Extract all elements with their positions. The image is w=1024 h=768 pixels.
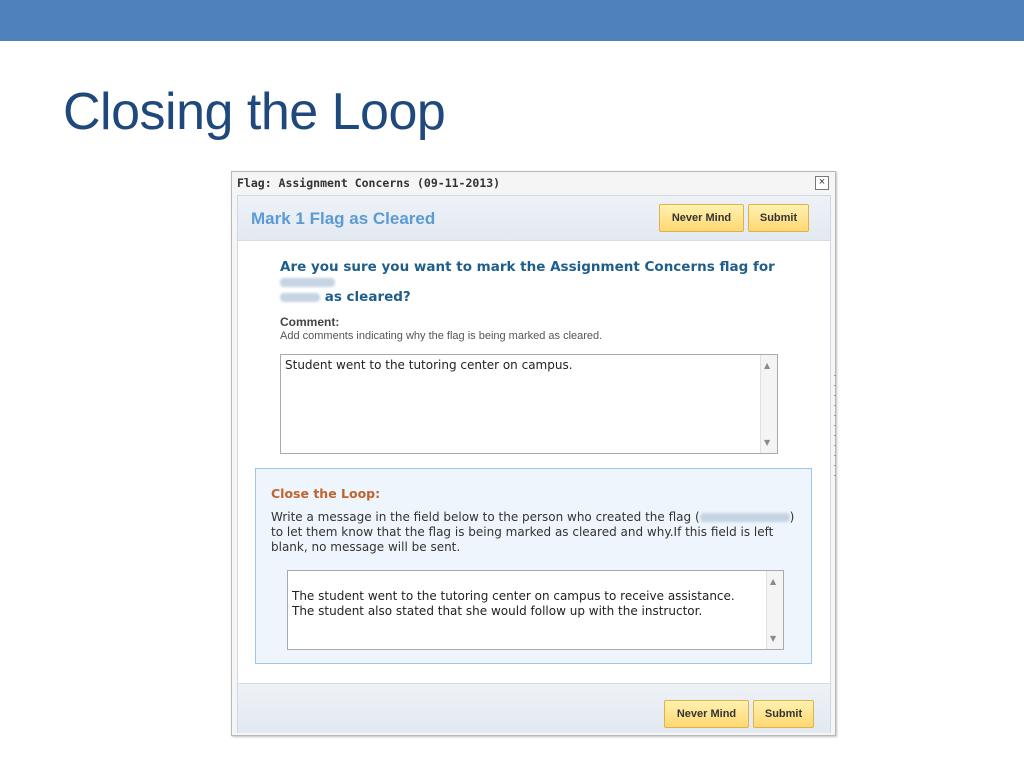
flag-dialog bbox=[231, 171, 836, 736]
loop-text-start: Write a message in the field below to the person who created the flag ( bbox=[271, 510, 700, 524]
submit-button-top[interactable]: Submit bbox=[748, 204, 809, 232]
comment-textarea-value: Student went to the tutoring center on campus. bbox=[285, 358, 573, 372]
confirm-question bbox=[280, 260, 785, 305]
question-text-end: as cleared? bbox=[324, 289, 411, 305]
message-scrollbar[interactable] bbox=[766, 571, 783, 649]
dialog-body bbox=[237, 195, 831, 733]
comment-label: Comment: bbox=[280, 315, 340, 329]
submit-button-bottom[interactable]: Submit bbox=[753, 700, 814, 728]
never-mind-button-top[interactable]: Never Mind bbox=[659, 204, 744, 232]
comment-scrollbar[interactable] bbox=[760, 355, 777, 453]
question-text-start: Are you sure you want to mark the Assignment Concerns flag for bbox=[280, 259, 775, 275]
page-edge-marks bbox=[834, 375, 837, 485]
scroll-up-icon[interactable]: ▲ bbox=[770, 577, 777, 586]
close-the-loop-instructions bbox=[271, 510, 796, 555]
close-the-loop-title: Close the Loop: bbox=[271, 486, 381, 501]
scroll-up-icon[interactable]: ▲ bbox=[764, 361, 771, 370]
loop-text-end: ) to let them know that the flag is being marked as cleared and why.If this field is left blank, no message will be sent. bbox=[271, 510, 795, 554]
comment-help-text: Add comments indicating why the flag is being marked as cleared. bbox=[280, 330, 603, 342]
comment-textarea[interactable] bbox=[280, 354, 778, 454]
loop-message-textarea[interactable] bbox=[287, 570, 784, 650]
loop-message-value: The student went to the tutoring center on campus to receive assistance. The student also stated that she would follow up with the instructor. bbox=[292, 589, 735, 618]
dialog-footer bbox=[238, 683, 830, 733]
scroll-down-icon[interactable]: ▼ bbox=[770, 634, 777, 643]
scroll-down-icon[interactable]: ▼ bbox=[764, 438, 771, 447]
slide-title: Closing the Loop bbox=[63, 83, 446, 141]
slide-top-bar bbox=[0, 0, 1024, 41]
redacted-flag-creator bbox=[700, 513, 790, 522]
redacted-student-last-name bbox=[280, 293, 320, 302]
dialog-window-title: Flag: Assignment Concerns (09-11-2013) bbox=[237, 176, 501, 190]
dialog-header-title: Mark 1 Flag as Cleared bbox=[251, 209, 436, 228]
dialog-titlebar bbox=[232, 172, 835, 194]
redacted-student-first-name bbox=[280, 278, 335, 287]
never-mind-button-bottom[interactable]: Never Mind bbox=[664, 700, 749, 728]
dialog-header bbox=[238, 196, 830, 241]
close-the-loop-panel bbox=[255, 468, 812, 664]
close-icon[interactable]: × bbox=[815, 176, 829, 190]
